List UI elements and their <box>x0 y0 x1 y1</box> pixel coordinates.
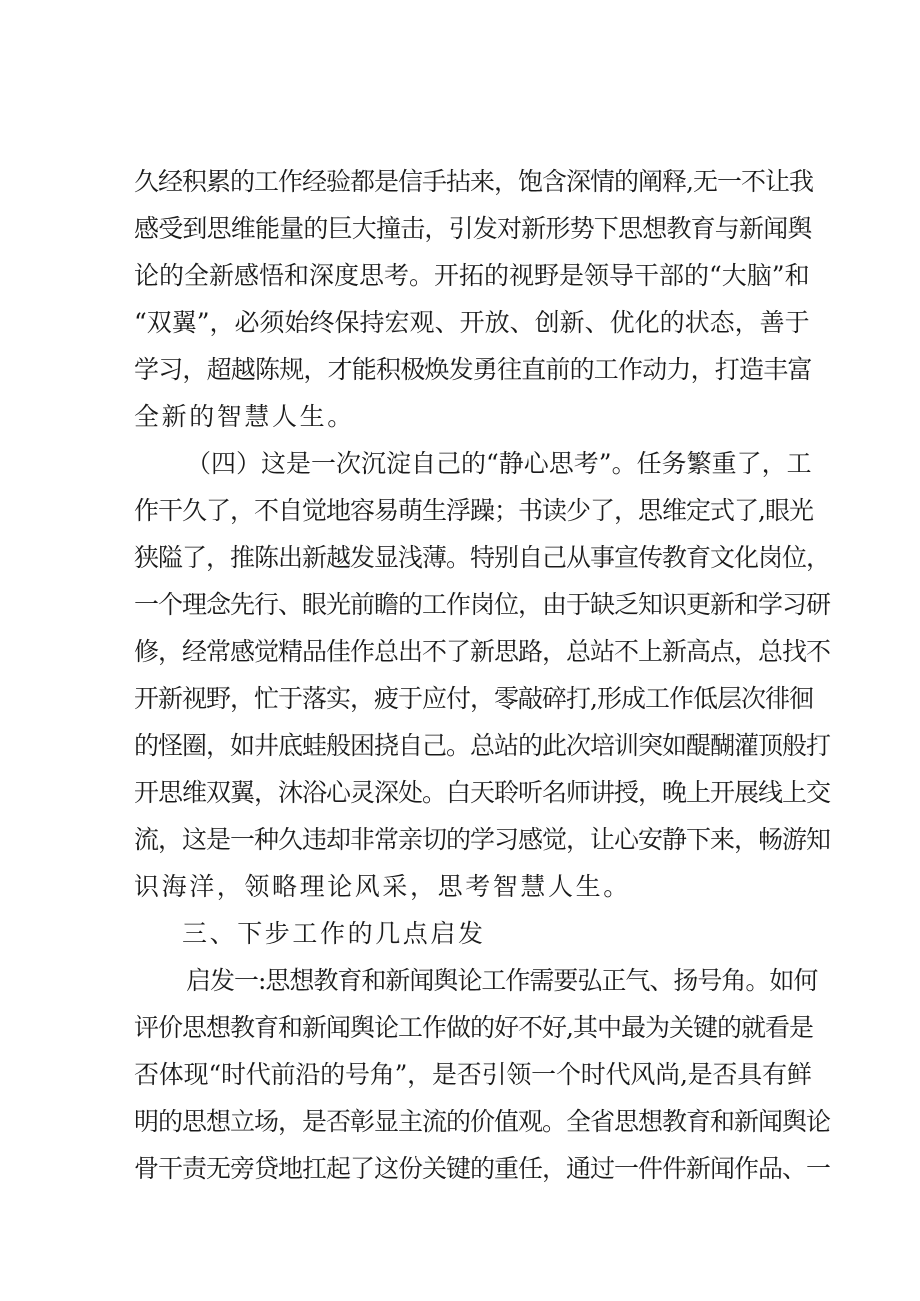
paragraph-line: 开思维双翼，沐浴心灵深处。白天聆听名师讲授，晚上开展线上交 <box>134 778 831 807</box>
paragraph-line: 流，这是一种久违却非常亲切的学习感觉，让心安静下来，畅游知 <box>134 825 831 854</box>
paragraph-line: 久经积累的工作经验都是信手拈来，饱含深情的阐释,无一不让我 <box>134 167 813 196</box>
section-heading: 三、下步工作的几点启发 <box>182 919 486 948</box>
paragraph-line: 感受到思维能量的巨大撞击，引发对新形势下思想教育与新闻舆 <box>134 214 812 243</box>
paragraph-line: 识海洋，领略理论风采，思考智慧人生。 <box>134 872 631 901</box>
paragraph-line: 骨干责无旁贷地扛起了这份关键的重任，通过一件件新闻作品、一 <box>134 1154 831 1183</box>
paragraph-line: 一个理念先行、眼光前瞻的工作岗位，由于缺乏知识更新和学习研 <box>134 590 831 619</box>
paragraph-line: “双翼”，必须始终保持宏观、开放、创新、优化的状态，善于 <box>134 308 810 337</box>
paragraph-line: （四）这是一次沉淀自己的“静心思考”。任务繁重了，工 <box>186 449 812 478</box>
paragraph-line: 学习，超越陈规，才能积极焕发勇往直前的工作动力，打造丰富 <box>134 355 812 384</box>
paragraph-line: 明的思想立场，是否彰显主流的价值观。全省思想教育和新闻舆论 <box>134 1107 831 1136</box>
paragraph-line: 评价思想教育和新闻舆论工作做的好不好,其中最为关键的就看是 <box>134 1013 813 1042</box>
paragraph-line: 开新视野，忙于落实，疲于应付，零敲碎打,形成工作低层次徘徊 <box>134 684 813 713</box>
paragraph-line: 全新的智慧人生。 <box>134 402 355 431</box>
paragraph-line: 狭隘了，推陈出新越发显浅薄。特别自己从事宣传教育文化岗位， <box>134 543 831 572</box>
paragraph-line: 启发一:思想教育和新闻舆论工作需要弘正气、扬号角。如何 <box>186 966 818 995</box>
paragraph-line: 修，经常感觉精品佳作总出不了新思路，总站不上新高点，总找不 <box>134 637 831 666</box>
paragraph-line: 作干久了，不自觉地容易萌生浮躁；书读少了，思维定式了,眼光 <box>134 496 813 525</box>
paragraph-line: 的怪圈，如井底蛙般困挠自己。总站的此次培训突如醍醐灌顶般打 <box>134 731 831 760</box>
paragraph-line: 论的全新感悟和深度思考。开拓的视野是领导干部的“大脑”和 <box>134 261 810 290</box>
paragraph-line: 否体现“时代前沿的号角”，是否引领一个时代风尚,是否具有鲜 <box>134 1060 812 1089</box>
